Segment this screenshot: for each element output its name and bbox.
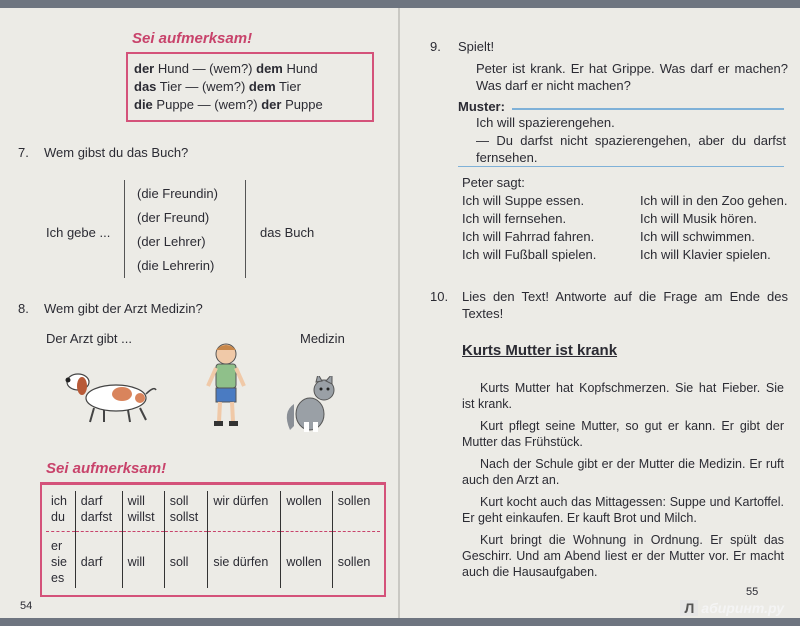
- option: (der Lehrer): [137, 234, 206, 249]
- table-cell: wir dürfen: [208, 491, 281, 532]
- exercise-9-number: 9.: [430, 39, 441, 54]
- article-row: die Puppe — (wem?) der Puppe: [134, 97, 323, 112]
- peter-col-2: [640, 192, 787, 264]
- article-row: der Hund — (wem?) dem Hund: [134, 61, 318, 76]
- left-page: [0, 8, 400, 618]
- cat-illustration: [280, 376, 344, 434]
- article-row: das Tier — (wem?) dem Tier: [134, 79, 301, 94]
- table-cell: will willst: [122, 491, 164, 532]
- page-number: 54: [20, 600, 33, 612]
- exercise-7-options: [124, 180, 246, 278]
- exercise-8-object: Medizin: [300, 331, 345, 346]
- list-item: Ich will Suppe essen.: [462, 193, 585, 208]
- watermark-text: абиринт.ру: [701, 600, 784, 616]
- notice-title: Sei aufmerksam!: [132, 30, 253, 47]
- exercise-8-lead: Der Arzt gibt ...: [46, 331, 132, 346]
- exercise-8-number: 8.: [18, 301, 29, 316]
- muster-line: — Du darfst nicht spazierengehen, aber du darfst fernsehen.: [476, 133, 786, 165]
- exercise-9-title: Spielt!: [458, 39, 495, 54]
- list-item: Ich will fernsehen.: [462, 211, 567, 226]
- story-title: Kurts Mutter ist krank: [462, 342, 618, 359]
- story-text: [462, 380, 784, 586]
- story-paragraph: Kurt bringt die Wohnung in Ordnung. Er spült das Geschirr. Und am Abend liest er der Mutter vor. Er macht auch die Hausaufgaben.: [462, 533, 784, 579]
- peter-sagt: Peter sagt:: [462, 175, 525, 190]
- muster-divider: [458, 166, 784, 167]
- option: (die Lehrerin): [137, 258, 215, 273]
- muster-line: Ich will spazierengehen.: [476, 115, 615, 130]
- story-paragraph: Kurt kocht auch das Mittagessen: Suppe und Kartoffel. Er geht einkaufen. Er kauft Brot und Milch.: [462, 495, 784, 525]
- notice-box-modal-verbs: [40, 482, 386, 597]
- list-item: Ich will Musik hören.: [640, 211, 758, 226]
- table-cell: will: [122, 532, 164, 589]
- notice-box-articles: [126, 52, 374, 122]
- modal-verbs-table: [46, 491, 380, 588]
- exercise-7-object: das Buch: [260, 225, 315, 240]
- exercise-7-number: 7.: [18, 145, 29, 160]
- exercise-8-question: Wem gibt der Arzt Medizin?: [44, 301, 203, 316]
- watermark: [680, 600, 784, 616]
- boy-illustration: [204, 342, 248, 428]
- exercise-7-lead: Ich gebe ...: [46, 225, 111, 240]
- story-paragraph: Kurt pflegt seine Mutter, so gut er kann. Er gibt der Mutter das Frühstück.: [462, 419, 784, 449]
- table-cell: soll: [164, 532, 208, 589]
- table-cell: wollen: [281, 491, 332, 532]
- muster-divider: [512, 108, 784, 110]
- table-cell: ich du: [46, 491, 75, 532]
- story-paragraph: Nach der Schule gibt er der Mutter die Medizin. Er ruft auch den Arzt an.: [462, 457, 784, 487]
- right-page: [400, 8, 800, 618]
- muster-label: Muster:: [458, 99, 505, 114]
- table-cell: sie dürfen: [208, 532, 281, 589]
- list-item: Ich will Fahrrad fahren.: [462, 229, 595, 244]
- exercise-7-question: Wem gibst du das Buch?: [44, 145, 189, 160]
- table-cell: darf: [75, 532, 122, 589]
- table-cell: soll sollst: [164, 491, 208, 532]
- exercise-9-text: Peter ist krank. Er hat Grippe. Was darf er machen? Was darf er nicht machen?: [476, 61, 788, 93]
- table-cell: er sie es: [51, 539, 67, 585]
- exercise-10-text: Lies den Text! Antworte auf die Frage am Ende des Textes!: [462, 289, 788, 321]
- table-cell: wollen: [281, 532, 332, 589]
- page-number: 55: [746, 586, 759, 598]
- option: (die Freundin): [137, 186, 218, 201]
- exercise-10-number: 10.: [430, 289, 449, 304]
- notice-title: Sei aufmerksam!: [46, 460, 167, 477]
- watermark-logo: Л: [680, 600, 698, 616]
- dog-illustration: [62, 368, 158, 426]
- list-item: Ich will in den Zoo gehen.: [640, 193, 788, 208]
- list-item: Ich will Klavier spielen.: [640, 247, 771, 262]
- table-cell: sollen: [332, 491, 380, 532]
- table-cell: darf darfst: [75, 491, 122, 532]
- story-paragraph: Kurts Mutter hat Kopfschmerzen. Sie hat Fieber. Sie ist krank.: [462, 381, 784, 411]
- peter-col-1: [462, 192, 596, 264]
- list-item: Ich will Fußball spielen.: [462, 247, 597, 262]
- list-item: Ich will schwimmen.: [640, 229, 755, 244]
- option: (der Freund): [137, 210, 210, 225]
- table-cell: sollen: [332, 532, 380, 589]
